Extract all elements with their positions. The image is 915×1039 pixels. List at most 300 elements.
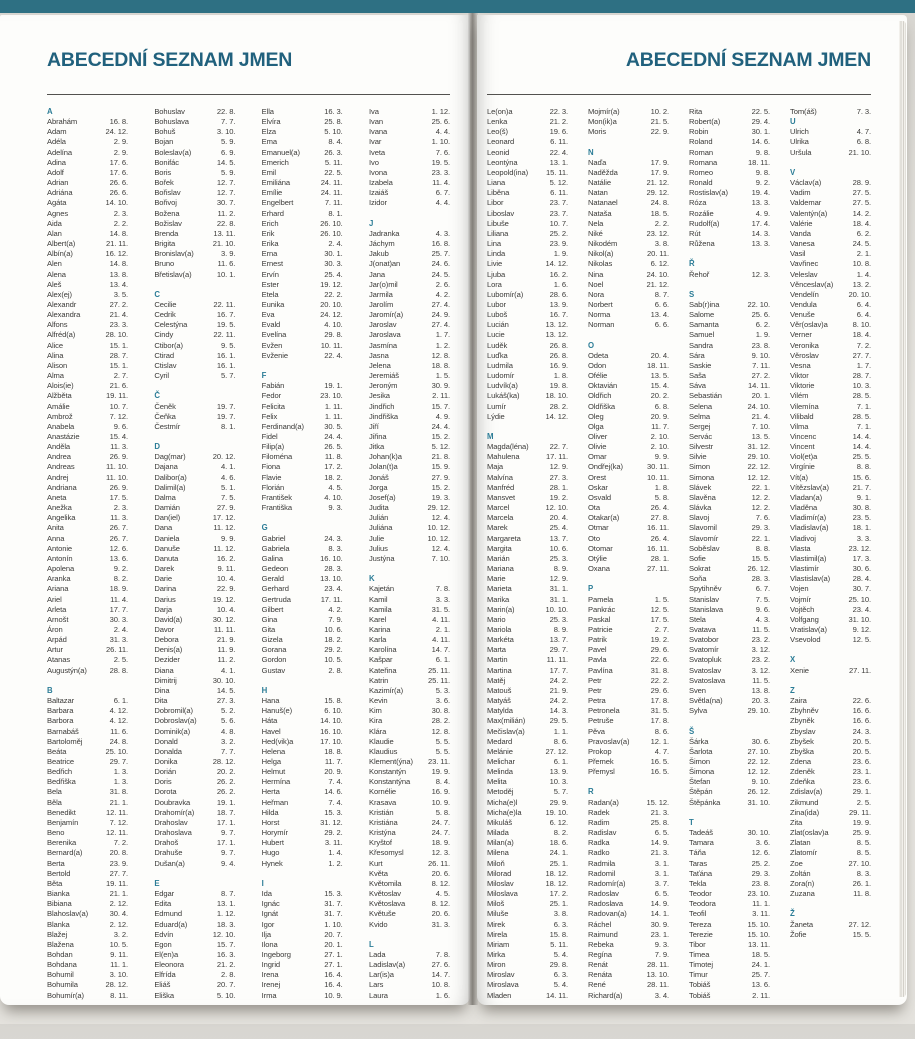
date-label: 10. 7. <box>109 401 128 411</box>
name-label: Vladimír(a) <box>790 513 827 523</box>
name-entry <box>790 869 871 879</box>
date-label: 17. 2. <box>549 889 568 899</box>
name-entry <box>154 158 235 168</box>
name-label: Otomar <box>588 543 613 553</box>
name-entry <box>689 696 770 706</box>
name-label: Debora <box>154 635 179 645</box>
name-label: Ondřej(ka) <box>588 462 623 472</box>
date-label: 20. 1. <box>324 939 343 949</box>
date-label: 12. 10. <box>212 929 236 939</box>
name-label: Izabela <box>368 178 393 188</box>
name-label: Eleonora <box>154 960 184 970</box>
name-label: Danuše <box>154 543 180 553</box>
name-entry <box>47 280 128 290</box>
name-entry <box>262 859 343 869</box>
date-label: 22. 2. <box>650 675 669 685</box>
date-label: 30. 1. <box>324 249 343 259</box>
name-label: Doubravka <box>154 797 191 807</box>
name-entry <box>47 402 128 412</box>
date-label: 3. 12. <box>751 645 770 655</box>
date-label: 9. 12. <box>852 624 871 634</box>
name-entry <box>369 991 450 1001</box>
name-entry <box>588 107 669 117</box>
name-entry <box>487 554 568 564</box>
name-entry <box>262 635 343 645</box>
date-label: 19. 6. <box>549 127 568 137</box>
date-label: 17. 1. <box>216 838 236 848</box>
name-entry <box>154 259 235 269</box>
date-label: 6. 4. <box>856 299 871 309</box>
date-label: 21. 4. <box>109 310 128 320</box>
date-label: 10. 8. <box>431 980 450 990</box>
name-entry <box>689 666 770 676</box>
date-label: 1. 11. <box>324 411 343 421</box>
date-label: 3. 3. <box>856 533 871 543</box>
date-label: 7. 4. <box>328 777 343 787</box>
name-label: Pavla <box>588 655 607 665</box>
date-label: 6. 9. <box>221 147 236 157</box>
name-label: Sergej <box>689 421 711 431</box>
name-label: Volfgang <box>790 614 819 624</box>
date-label: 15. 1. <box>109 340 128 350</box>
name-entry <box>369 188 450 198</box>
date-label: 23. 1. <box>852 767 871 777</box>
date-label: 26. 4. <box>650 533 669 543</box>
name-entry <box>47 493 128 503</box>
title-rule <box>47 94 450 95</box>
name-entry <box>154 513 235 523</box>
date-label: 17. 7. <box>109 604 128 614</box>
name-entry <box>487 625 568 635</box>
date-label: 2. 4. <box>113 624 128 634</box>
name-label: Livie <box>487 259 503 269</box>
name-entry <box>154 168 235 178</box>
name-label: Milada <box>487 828 509 838</box>
name-label: Marta <box>487 645 506 655</box>
name-entry <box>262 777 343 787</box>
name-label: Rút <box>689 228 701 238</box>
name-entry <box>689 422 770 432</box>
date-label: 18. 9. <box>109 584 128 594</box>
name-label: Dina <box>154 685 170 695</box>
date-label: 28. 11. <box>647 960 669 970</box>
date-label: 26. 9. <box>109 482 128 492</box>
name-entry <box>689 341 770 351</box>
date-label: 7. 7. <box>221 746 236 756</box>
name-entry <box>369 716 450 726</box>
name-entry <box>262 229 343 239</box>
name-label: Evženie <box>261 350 288 360</box>
date-label: 17. 4. <box>751 218 770 228</box>
date-label: 5. 1. <box>221 482 236 492</box>
name-entry <box>369 290 450 300</box>
spacer-row <box>262 869 343 879</box>
name-entry <box>487 595 568 605</box>
name-label: Robert(a) <box>689 117 721 127</box>
name-entry <box>487 158 568 168</box>
name-label: Alen <box>47 259 62 269</box>
name-entry <box>154 300 235 310</box>
name-entry <box>154 209 235 219</box>
name-entry <box>588 503 669 513</box>
date-label: 30. 9. <box>650 919 669 929</box>
date-label: 8. 8. <box>856 462 871 472</box>
name-entry <box>154 148 235 158</box>
date-label: 31. 12. <box>747 442 770 452</box>
name-label: Benjamín <box>47 817 79 827</box>
name-entry <box>369 909 450 919</box>
name-entry <box>369 859 450 869</box>
name-label: Přemek <box>588 757 614 766</box>
date-label: 15. 7. <box>216 939 236 949</box>
name-label: Šarlota <box>689 746 713 756</box>
name-entry <box>369 178 450 188</box>
date-label: 28. 4. <box>852 574 871 584</box>
name-entry <box>262 655 343 665</box>
name-entry <box>790 107 871 117</box>
name-label: Gustav <box>261 665 286 675</box>
date-label: 27. 4. <box>431 299 450 309</box>
date-label: 5. 6. <box>221 716 236 726</box>
name-label: Marcela <box>487 513 514 523</box>
name-label: Venuše <box>790 310 815 320</box>
date-label: 13. 5. <box>650 371 669 381</box>
name-entry <box>487 239 568 249</box>
name-label: Vincent <box>790 442 815 452</box>
date-label: 7. 2. <box>856 340 871 350</box>
date-label: 14. 6. <box>751 137 770 147</box>
date-label: 25. 3. <box>549 614 568 624</box>
date-label: 1. 8. <box>654 482 669 492</box>
name-label: Gita <box>261 624 276 634</box>
name-label: Petruše <box>588 716 614 726</box>
name-entry <box>689 767 770 777</box>
date-label: 6. 6. <box>654 320 669 330</box>
date-label: 26. 11. <box>428 858 450 868</box>
date-label: 28. 5. <box>852 411 871 421</box>
date-label: 1. 12. <box>216 909 236 919</box>
name-label: Saša <box>689 371 706 381</box>
name-label: Valérie <box>790 218 813 228</box>
date-label: 4. 2. <box>435 289 450 299</box>
date-label: 27. 12. <box>848 919 871 929</box>
name-column <box>790 107 871 1001</box>
name-label: Táňa <box>689 848 706 858</box>
name-label: Martina <box>487 665 512 675</box>
name-entry <box>154 412 235 422</box>
name-label: Nora <box>588 289 605 299</box>
date-label: 7. 7. <box>221 117 236 127</box>
name-label: Svatopluk <box>689 655 722 665</box>
name-entry <box>262 290 343 300</box>
date-label: 8. 11. <box>110 990 128 1000</box>
date-label: 4. 3. <box>435 228 450 238</box>
name-label: Oxana <box>588 564 610 574</box>
date-label: 14. 1. <box>650 909 669 919</box>
name-entry <box>689 706 770 716</box>
date-label: 8. 4. <box>328 137 343 147</box>
name-entry <box>487 168 568 178</box>
date-label: 1. 6. <box>435 990 450 1000</box>
name-entry <box>47 270 128 280</box>
name-label: Dita <box>154 696 168 706</box>
page-title: ABECEDNÍ SEZNAM JMEN <box>625 49 871 71</box>
name-entry <box>154 462 235 472</box>
date-label: 31. 1. <box>549 594 568 604</box>
name-label: Jaromír(a) <box>368 310 404 320</box>
date-label: 13. 11. <box>748 939 770 949</box>
date-label: 12. 7. <box>216 178 236 188</box>
name-label: Květoslav <box>368 889 402 899</box>
name-label: Oldřich <box>588 391 612 401</box>
name-label: Adina <box>47 157 66 167</box>
date-label: 15. 11. <box>546 167 568 177</box>
date-label: 7. 9. <box>654 949 669 959</box>
name-entry <box>262 127 343 137</box>
date-label: 25. 1. <box>549 899 568 909</box>
name-entry <box>369 249 450 259</box>
name-entry <box>47 848 128 858</box>
date-label: 14. 12. <box>545 411 568 421</box>
name-entry <box>588 534 669 544</box>
section-letter: C <box>154 289 160 299</box>
name-entry <box>487 564 568 574</box>
date-label: 23. 3. <box>109 320 128 330</box>
date-label: 2. 12. <box>109 899 128 909</box>
name-entry <box>487 513 568 523</box>
name-label: Vilém <box>790 391 809 401</box>
date-label: 31. 12. <box>320 817 343 827</box>
date-label: 17. 10. <box>320 736 343 746</box>
date-label: 30. 4. <box>109 909 128 919</box>
name-label: Věr(oslav)a <box>790 320 828 330</box>
name-label: Růžena <box>689 239 715 249</box>
name-entry <box>369 767 450 777</box>
date-label: 30. 10. <box>747 828 770 838</box>
date-label: 31. 8. <box>109 787 128 797</box>
name-entry <box>487 361 568 371</box>
name-entry <box>154 523 235 533</box>
name-entry <box>369 879 450 889</box>
spacer-row <box>369 209 450 219</box>
date-label: 27. 9. <box>216 503 236 513</box>
date-label: 8. 9. <box>553 564 568 574</box>
name-label: Salome <box>689 310 715 320</box>
name-label: Lumír <box>487 401 506 411</box>
date-label: 3. 8. <box>553 909 568 919</box>
name-entry <box>689 747 770 757</box>
date-label: 15. 1. <box>109 360 128 370</box>
name-label: Albín(a) <box>47 249 73 259</box>
name-entry <box>689 330 770 340</box>
name-label: Mirela <box>487 929 508 939</box>
name-label: Vendelín <box>790 289 819 299</box>
name-entry <box>154 787 235 797</box>
name-label: Dajana <box>154 462 178 472</box>
name-label: Alexandra <box>47 310 81 320</box>
name-entry <box>790 351 871 361</box>
name-label: Hubert <box>261 838 284 848</box>
name-label: Mariana <box>487 564 514 574</box>
name-label: Gina <box>261 614 278 624</box>
name-entry <box>262 605 343 615</box>
name-entry <box>262 330 343 340</box>
date-label: 2. 8. <box>328 665 343 675</box>
name-label: Jar(o)mil <box>368 279 398 289</box>
date-label: 18. 1. <box>852 523 871 533</box>
name-label: Micha(e)la <box>487 807 522 817</box>
name-entry <box>154 137 235 147</box>
date-label: 25. 2. <box>549 228 568 238</box>
date-label: 11. 10. <box>106 462 128 472</box>
date-label: 30. 3. <box>109 614 128 624</box>
name-entry <box>262 300 343 310</box>
date-label: 5. 7. <box>553 787 568 797</box>
date-label: 18. 6. <box>549 838 568 848</box>
name-label: Rebeka <box>588 939 614 949</box>
name-entry <box>689 645 770 655</box>
name-entry <box>262 483 343 493</box>
name-label: Blažena <box>47 939 74 949</box>
name-entry <box>369 402 450 412</box>
name-label: Vadim <box>790 188 811 198</box>
name-entry <box>47 869 128 879</box>
date-label: 20. 12. <box>212 452 236 462</box>
date-label: 31. 7. <box>324 899 343 909</box>
name-label: Karina <box>368 624 391 634</box>
name-label: Mikuláš <box>487 817 513 827</box>
name-entry <box>369 655 450 665</box>
name-label: Lars <box>368 980 384 990</box>
date-label: 12. 9. <box>549 462 568 472</box>
date-label: 30. 11. <box>647 462 669 472</box>
name-entry <box>689 117 770 127</box>
date-label: 26. 11. <box>106 645 128 655</box>
name-entry <box>47 960 128 970</box>
name-entry <box>262 219 343 229</box>
name-label: Květoslava <box>368 899 406 909</box>
name-entry <box>790 523 871 533</box>
date-label: 8. 5. <box>856 838 871 848</box>
name-entry <box>487 930 568 940</box>
name-entry <box>154 798 235 808</box>
name-entry <box>689 930 770 940</box>
name-label: Gedeon <box>261 564 289 574</box>
date-label: 24. 4. <box>431 421 450 431</box>
name-entry <box>790 828 871 838</box>
name-label: Sofie <box>689 553 706 563</box>
name-label: Vladislav(a) <box>790 523 829 533</box>
name-label: Sáva <box>689 381 706 391</box>
name-entry <box>262 544 343 554</box>
name-entry <box>588 219 669 229</box>
date-label: 29. 9. <box>549 797 568 807</box>
date-label: 1. 4. <box>328 848 343 858</box>
name-entry <box>689 452 770 462</box>
date-label: 27. 3. <box>216 696 236 706</box>
name-label: Alison <box>47 360 68 370</box>
date-label: 28. 8. <box>109 665 128 675</box>
name-entry <box>588 899 669 909</box>
date-label: 22. 4. <box>324 350 343 360</box>
date-label: 30. 6. <box>852 564 871 574</box>
name-entry <box>487 737 568 747</box>
date-label: 20. 7. <box>216 980 236 990</box>
name-label: Svatava <box>689 624 716 634</box>
date-label: 3. 3. <box>435 594 450 604</box>
name-label: Edvín <box>154 929 174 939</box>
name-entry <box>262 422 343 432</box>
name-label: Ctirad <box>154 350 174 360</box>
date-label: 25. 6. <box>431 117 450 127</box>
name-entry <box>588 402 669 412</box>
name-entry <box>689 229 770 239</box>
name-entry <box>154 239 235 249</box>
date-label: 6. 5. <box>654 828 669 838</box>
name-label: Slavoj <box>689 513 710 523</box>
name-entry <box>47 168 128 178</box>
date-label: 4. 4. <box>435 198 450 208</box>
date-label: 28. 3. <box>324 564 343 574</box>
name-label: Le(on)a <box>487 107 513 116</box>
name-entry <box>262 249 343 259</box>
name-label: Lubor <box>487 299 506 309</box>
date-label: 13. 1. <box>549 157 568 167</box>
name-label: Eliáš <box>154 980 171 990</box>
name-entry <box>487 818 568 828</box>
date-label: 11. 6. <box>217 259 236 269</box>
date-label: 4. 6. <box>221 472 236 482</box>
name-entry <box>588 706 669 716</box>
name-label: Benedikt <box>47 807 76 817</box>
date-label: 5. 5. <box>435 736 450 746</box>
name-label: Horymír <box>261 828 288 838</box>
name-entry <box>262 980 343 990</box>
name-entry <box>262 381 343 391</box>
name-label: Ludvík(a) <box>487 381 518 391</box>
name-entry <box>154 615 235 625</box>
name-label: Jaroslav <box>368 320 397 330</box>
date-label: 24. 3. <box>324 533 343 543</box>
name-label: Zoe <box>790 858 803 868</box>
name-entry <box>262 402 343 412</box>
name-label: Havel <box>261 726 281 736</box>
name-label: Svatobor <box>689 635 719 645</box>
date-label: 8. 3. <box>856 868 871 878</box>
name-list-columns <box>47 107 450 1001</box>
name-label: Xenie <box>790 665 809 675</box>
date-label: 4. 9. <box>755 208 770 218</box>
name-label: Dorota <box>154 787 177 797</box>
name-label: Odon <box>588 360 607 370</box>
name-label: Oldřiška <box>588 401 616 411</box>
name-label: Adolf <box>47 167 64 177</box>
date-label: 15. 12. <box>646 797 669 807</box>
date-label: 5. 3. <box>435 685 450 695</box>
spacer-row <box>262 676 343 686</box>
date-label: 20. 6. <box>431 909 450 919</box>
name-label: Čeňka <box>154 411 176 421</box>
name-entry <box>487 523 568 533</box>
name-entry <box>262 452 343 462</box>
section-letter: A <box>47 107 53 116</box>
name-entry <box>262 595 343 605</box>
name-label: Richard(a) <box>588 990 623 1000</box>
name-entry <box>790 859 871 869</box>
date-label: 13. 5. <box>751 432 770 441</box>
name-label: Elfrída <box>154 970 176 980</box>
name-label: Olga <box>588 421 604 431</box>
